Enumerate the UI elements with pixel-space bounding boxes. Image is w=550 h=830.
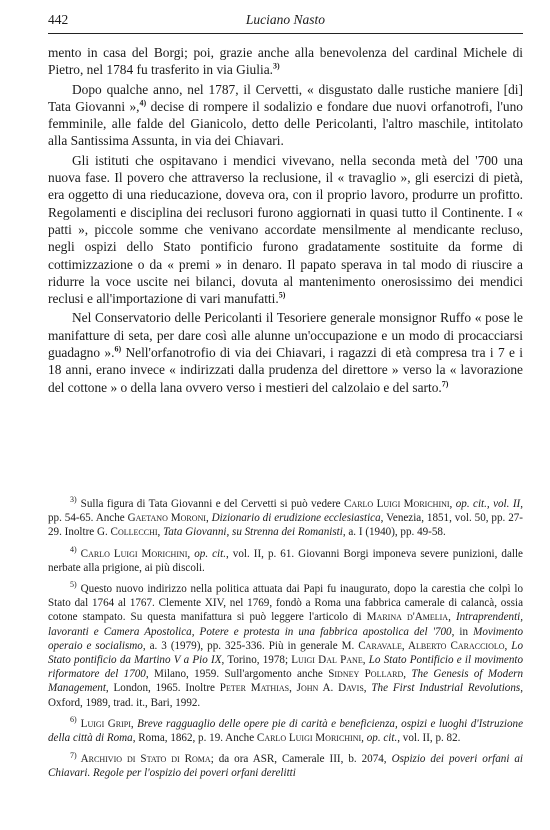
paragraph-4: Nel Conservatorio delle Pericolanti il Tesoriere generale monsignor Ruffo « pose le manifatture di seta, per dare così alle alunne un'occupazione e un modo di procacciarsi guadagno ».$^{6)}$ Nell'orfanotrofio di via dei Chiavari, i ragazzi di età compresa tra i 7 e i 18 anni, erano invece « indirizzati dalla prudenza del direttore » verso la « lavorazione del cottone » o della lana ovvero verso i mestieri del calzolaio e del sarto.$^{7)}$ xyxy=(48,310,523,395)
footnote-ref-5: 5) xyxy=(278,290,286,300)
paragraph-2: Dopo qualche anno, nel 1787, il Cervetti, « disgustato dalle rustiche maniere [di] Tata Giovanni »,$^{4)}$ decise di rompere il sodalizio e fondare due nuovi orfanotrofi, l'uno femminile, alle falde del Gianicolo, detto delle Pericolanti, l'altro maschile, intitolato alla Santissima Assunta, in via dei Chiavari. xyxy=(48,81,523,149)
footnote-ref-4: 4) xyxy=(139,98,147,108)
footnote-ref-6: 6) xyxy=(114,344,122,354)
footnote-5: $^{5)}$ Questo nuovo indirizzo nella politica attuata dai Papi fu inaugurato, dopo la carestia che colpì lo Stato dal 1764 al 1767. Clemente XIV, nel 1769, fondò a Roma una fabbrica camerale di calancà, ossia cotone stampato. Su questa manifattura si può leggere l'articolo di Marina d'Amelia, Intraprendenti, lavoranti e Camera Apostolica, Potere e protesta in una fabbrica apostolica del '700, in Movimento operaio e socialismo, a. 3 (1979), pp. 325-336. Più in generale M. Caravale, Alberto Caracciolo, Lo Stato pontificio da Martino V a Pio IX, Torino, 1978; Luigi Dal Pane, Lo Stato Pontificio e il movimento riformatore del 1700, Milano, 1959. Sull'argomento anche Sidney Pollard, The Genesis of Modern Management, London, 1965. Inoltre Peter Mathias, John A. Davis, The First Industrial Revolutions, Oxford, 1989, trad. it., Bari, 1992. xyxy=(48,580,524,709)
footnote-4: $^{4)}$ Carlo Luigi Morichini, op. cit., vol. II, p. 61. Giovanni Borgi imponeva severe punizioni, dalle nerbate alla prigione, ai più discoli. xyxy=(48,544,523,574)
footnote-ref-3: 3) xyxy=(273,61,280,71)
page-header xyxy=(48,10,523,36)
footnote-3: $^{3)}$ Sulla figura di Tata Giovanni e del Cervetti si può vedere Carlo Luigi Morichini, op. cit., vol. II, pp. 54-65. Anche Gaetano Moroni, Dizionario di erudizione ecclesiastica, Venezia, 1851, vol. 50, pp. 27-29. Inoltre G. Collecchi, Tata Giovanni, su Strenna dei Romanisti, a. I (1940), pp. 49-58. xyxy=(48,495,524,539)
paragraph-3: Gli istituti che ospitavano i mendici vivevano, nella seconda metà del '700 una nuova fase. Il povero che attraverso la reclusione, il « travaglio », gli esercizi di pietà, era oggetto di una rieducazione, doveva ora, con il proprio lavoro, produrre un profitto. Regolamenti e disciplina dei reclusori furono aggiornati in quasi tutto il Continente. I « patti », piccole somme che venivano accordate mensilmente al mendicante recluso, negli ospizi dello Stato pontificio furono gradatamente sostituite da forme di cottimizzazione o da « premi » in denaro. Il papato sperava in tal modo di riuscire a ridurre la voce uscite nei bilanci, dovuta al mantenimento onerosissimo dei mendici reclusi e all'importazione di vari manufatti.$^{5)}$ xyxy=(48,152,523,307)
book-page xyxy=(48,10,524,780)
footnote-ref-7: 7) xyxy=(441,379,449,389)
footnote-6: $^{6)}$ Luigi Gripi, Breve ragguaglio delle opere pie di carità e beneficienza, ospizi e luoghi d'Istruzione della città di Roma, Roma, 1862, p. 19. Anche Carlo Luigi Morichini, op. cit., vol. II, p. 82. xyxy=(48,715,523,745)
footnote-7: $^{7)}$ Archivio di Stato di Roma; da ora ASR, Camerale III, b. 2074, Ospizio dei poveri orfani ai Chiavari. Regole per l'ospizio dei poveri orfani derelitti xyxy=(48,750,523,780)
header-rule xyxy=(48,33,523,34)
footnotes xyxy=(48,497,523,788)
running-head: Luciano Nasto xyxy=(245,12,326,27)
page-number: 442 xyxy=(48,12,69,27)
paragraph-1: mento in casa del Borgi; poi, grazie anche alla benevolenza del cardinal Michele di Pietro, nel 1784 fu trasferito in via Giulia.$^{3)}$ xyxy=(48,45,523,78)
main-text xyxy=(48,44,523,396)
